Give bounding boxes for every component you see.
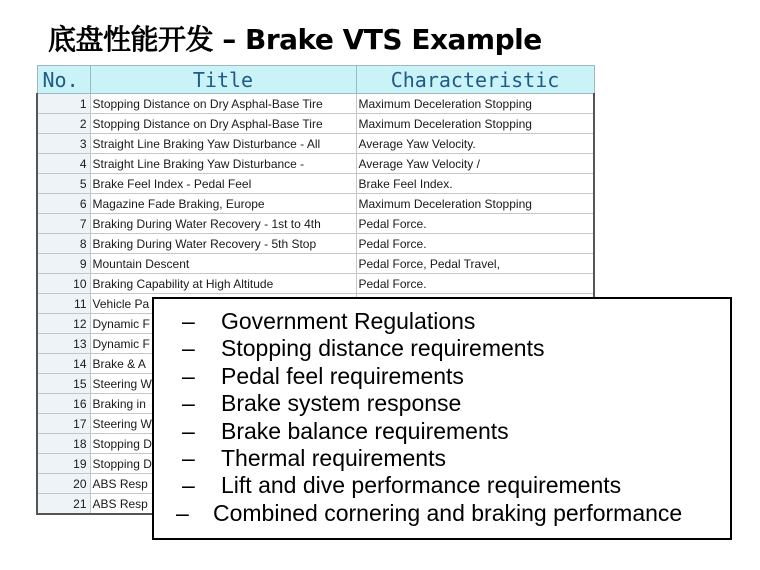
requirement-text: Combined cornering and braking performance: [213, 499, 683, 526]
cell-title: Steering W: [90, 374, 356, 394]
column-header-title: Title: [90, 66, 356, 94]
column-header-no: No.: [37, 66, 90, 94]
table-row: [37, 134, 594, 154]
cell-characteristic: Maximum Deceleration Stopping: [356, 194, 594, 214]
cell-title: Braking Capability at High Altitude: [90, 274, 356, 294]
dash-bullet: –: [182, 335, 195, 362]
cell-no: 17: [37, 414, 90, 434]
cell-no: 8: [37, 234, 90, 254]
requirements-list: [176, 308, 683, 527]
dash-bullet: –: [182, 390, 195, 417]
cell-title: Straight Line Braking Yaw Disturbance - All: [90, 134, 356, 154]
table-row: [37, 114, 594, 134]
cell-no: 18: [37, 434, 90, 454]
requirement-item: [182, 363, 682, 390]
cell-no: 16: [37, 394, 90, 414]
cell-characteristic: Maximum Deceleration Stopping: [356, 94, 594, 114]
cell-no: 1: [37, 94, 90, 114]
requirement-text: Pedal feel requirements: [221, 362, 464, 389]
cell-title: Vehicle Pa: [90, 294, 356, 314]
column-header-characteristic: Characteristic: [356, 66, 594, 94]
cell-no: 6: [37, 194, 90, 214]
cell-no: 13: [37, 334, 90, 354]
cell-no: 10: [37, 274, 90, 294]
table-row: [37, 274, 594, 294]
cell-no: 14: [37, 354, 90, 374]
table-row: [37, 254, 594, 274]
cell-title: Magazine Fade Braking, Europe: [90, 194, 356, 214]
cell-characteristic: Pedal Force.: [356, 274, 594, 294]
cell-no: 5: [37, 174, 90, 194]
cell-characteristic: Average Yaw Velocity /: [356, 154, 594, 174]
cell-title: Steering W: [90, 414, 356, 434]
table-row: [37, 94, 594, 114]
cell-characteristic: Pedal Force, Pedal Travel,: [356, 254, 594, 274]
cell-no: 3: [37, 134, 90, 154]
requirement-text: Lift and dive performance requirements: [221, 472, 622, 499]
requirement-item: [182, 390, 682, 417]
requirement-item: [182, 418, 682, 445]
cell-no: 7: [37, 214, 90, 234]
cell-title: Brake & A: [90, 354, 356, 374]
dash-bullet: –: [182, 308, 195, 334]
cell-title: Stopping Distance on Dry Asphal-Base Tire: [90, 94, 356, 114]
requirement-text: Thermal requirements: [221, 445, 446, 472]
cell-no: 12: [37, 314, 90, 334]
table-header-row: [37, 66, 594, 94]
cell-characteristic: Pedal Force.: [356, 234, 594, 254]
cell-no: 20: [37, 474, 90, 494]
cell-title: Braking During Water Recovery - 1st to 4th: [90, 214, 356, 234]
table-row: [37, 174, 594, 194]
cell-no: 9: [37, 254, 90, 274]
requirements-callout-box: [152, 297, 732, 540]
slide-title: 底盘性能开发 – Brake VTS Example: [48, 23, 542, 56]
cell-title: Stopping Distance on Dry Asphal-Base Tire: [90, 114, 356, 134]
dash-bullet: –: [182, 472, 195, 499]
cell-title: Stopping D: [90, 454, 356, 474]
cell-title: Braking in: [90, 394, 356, 414]
requirement-text: Brake system response: [221, 390, 462, 417]
cell-characteristic: Average Yaw Velocity.: [356, 134, 594, 154]
cell-title: Mountain Descent: [90, 254, 356, 274]
cell-title: Stopping D: [90, 434, 356, 454]
cell-no: 21: [37, 494, 90, 515]
table-row: [37, 154, 594, 174]
cell-title: Dynamic F: [90, 334, 356, 354]
cell-title: Straight Line Braking Yaw Disturbance -: [90, 154, 356, 174]
cell-no: 4: [37, 154, 90, 174]
cell-title: Braking During Water Recovery - 5th Stop: [90, 234, 356, 254]
cell-no: 15: [37, 374, 90, 394]
table-row: [37, 194, 594, 214]
cell-title: ABS Resp: [90, 474, 356, 494]
requirement-text: Brake balance requirements: [221, 417, 509, 444]
dash-bullet: –: [182, 417, 195, 444]
cell-no: 11: [37, 294, 90, 314]
table-row: [37, 234, 594, 254]
dash-bullet: –: [182, 362, 195, 389]
cell-title: Brake Feel Index - Pedal Feel: [90, 174, 356, 194]
cell-no: 19: [37, 454, 90, 474]
requirement-text: Government Regulations: [221, 308, 476, 334]
cell-characteristic: Brake Feel Index.: [356, 174, 594, 194]
dash-bullet: –: [182, 445, 195, 472]
requirement-item: [176, 500, 682, 527]
cell-characteristic: Maximum Deceleration Stopping: [356, 114, 594, 134]
requirement-text: Stopping distance requirements: [221, 335, 545, 362]
requirement-item: [182, 445, 682, 472]
requirement-item: [182, 472, 682, 499]
cell-no: 2: [37, 114, 90, 134]
requirement-item: [182, 335, 682, 362]
table-row: [37, 214, 594, 234]
cell-title: Dynamic F: [90, 314, 356, 334]
cell-characteristic: Pedal Force.: [356, 214, 594, 234]
cell-title: ABS Resp: [90, 494, 356, 515]
dash-bullet: –: [176, 499, 189, 526]
requirement-item: [182, 308, 682, 335]
